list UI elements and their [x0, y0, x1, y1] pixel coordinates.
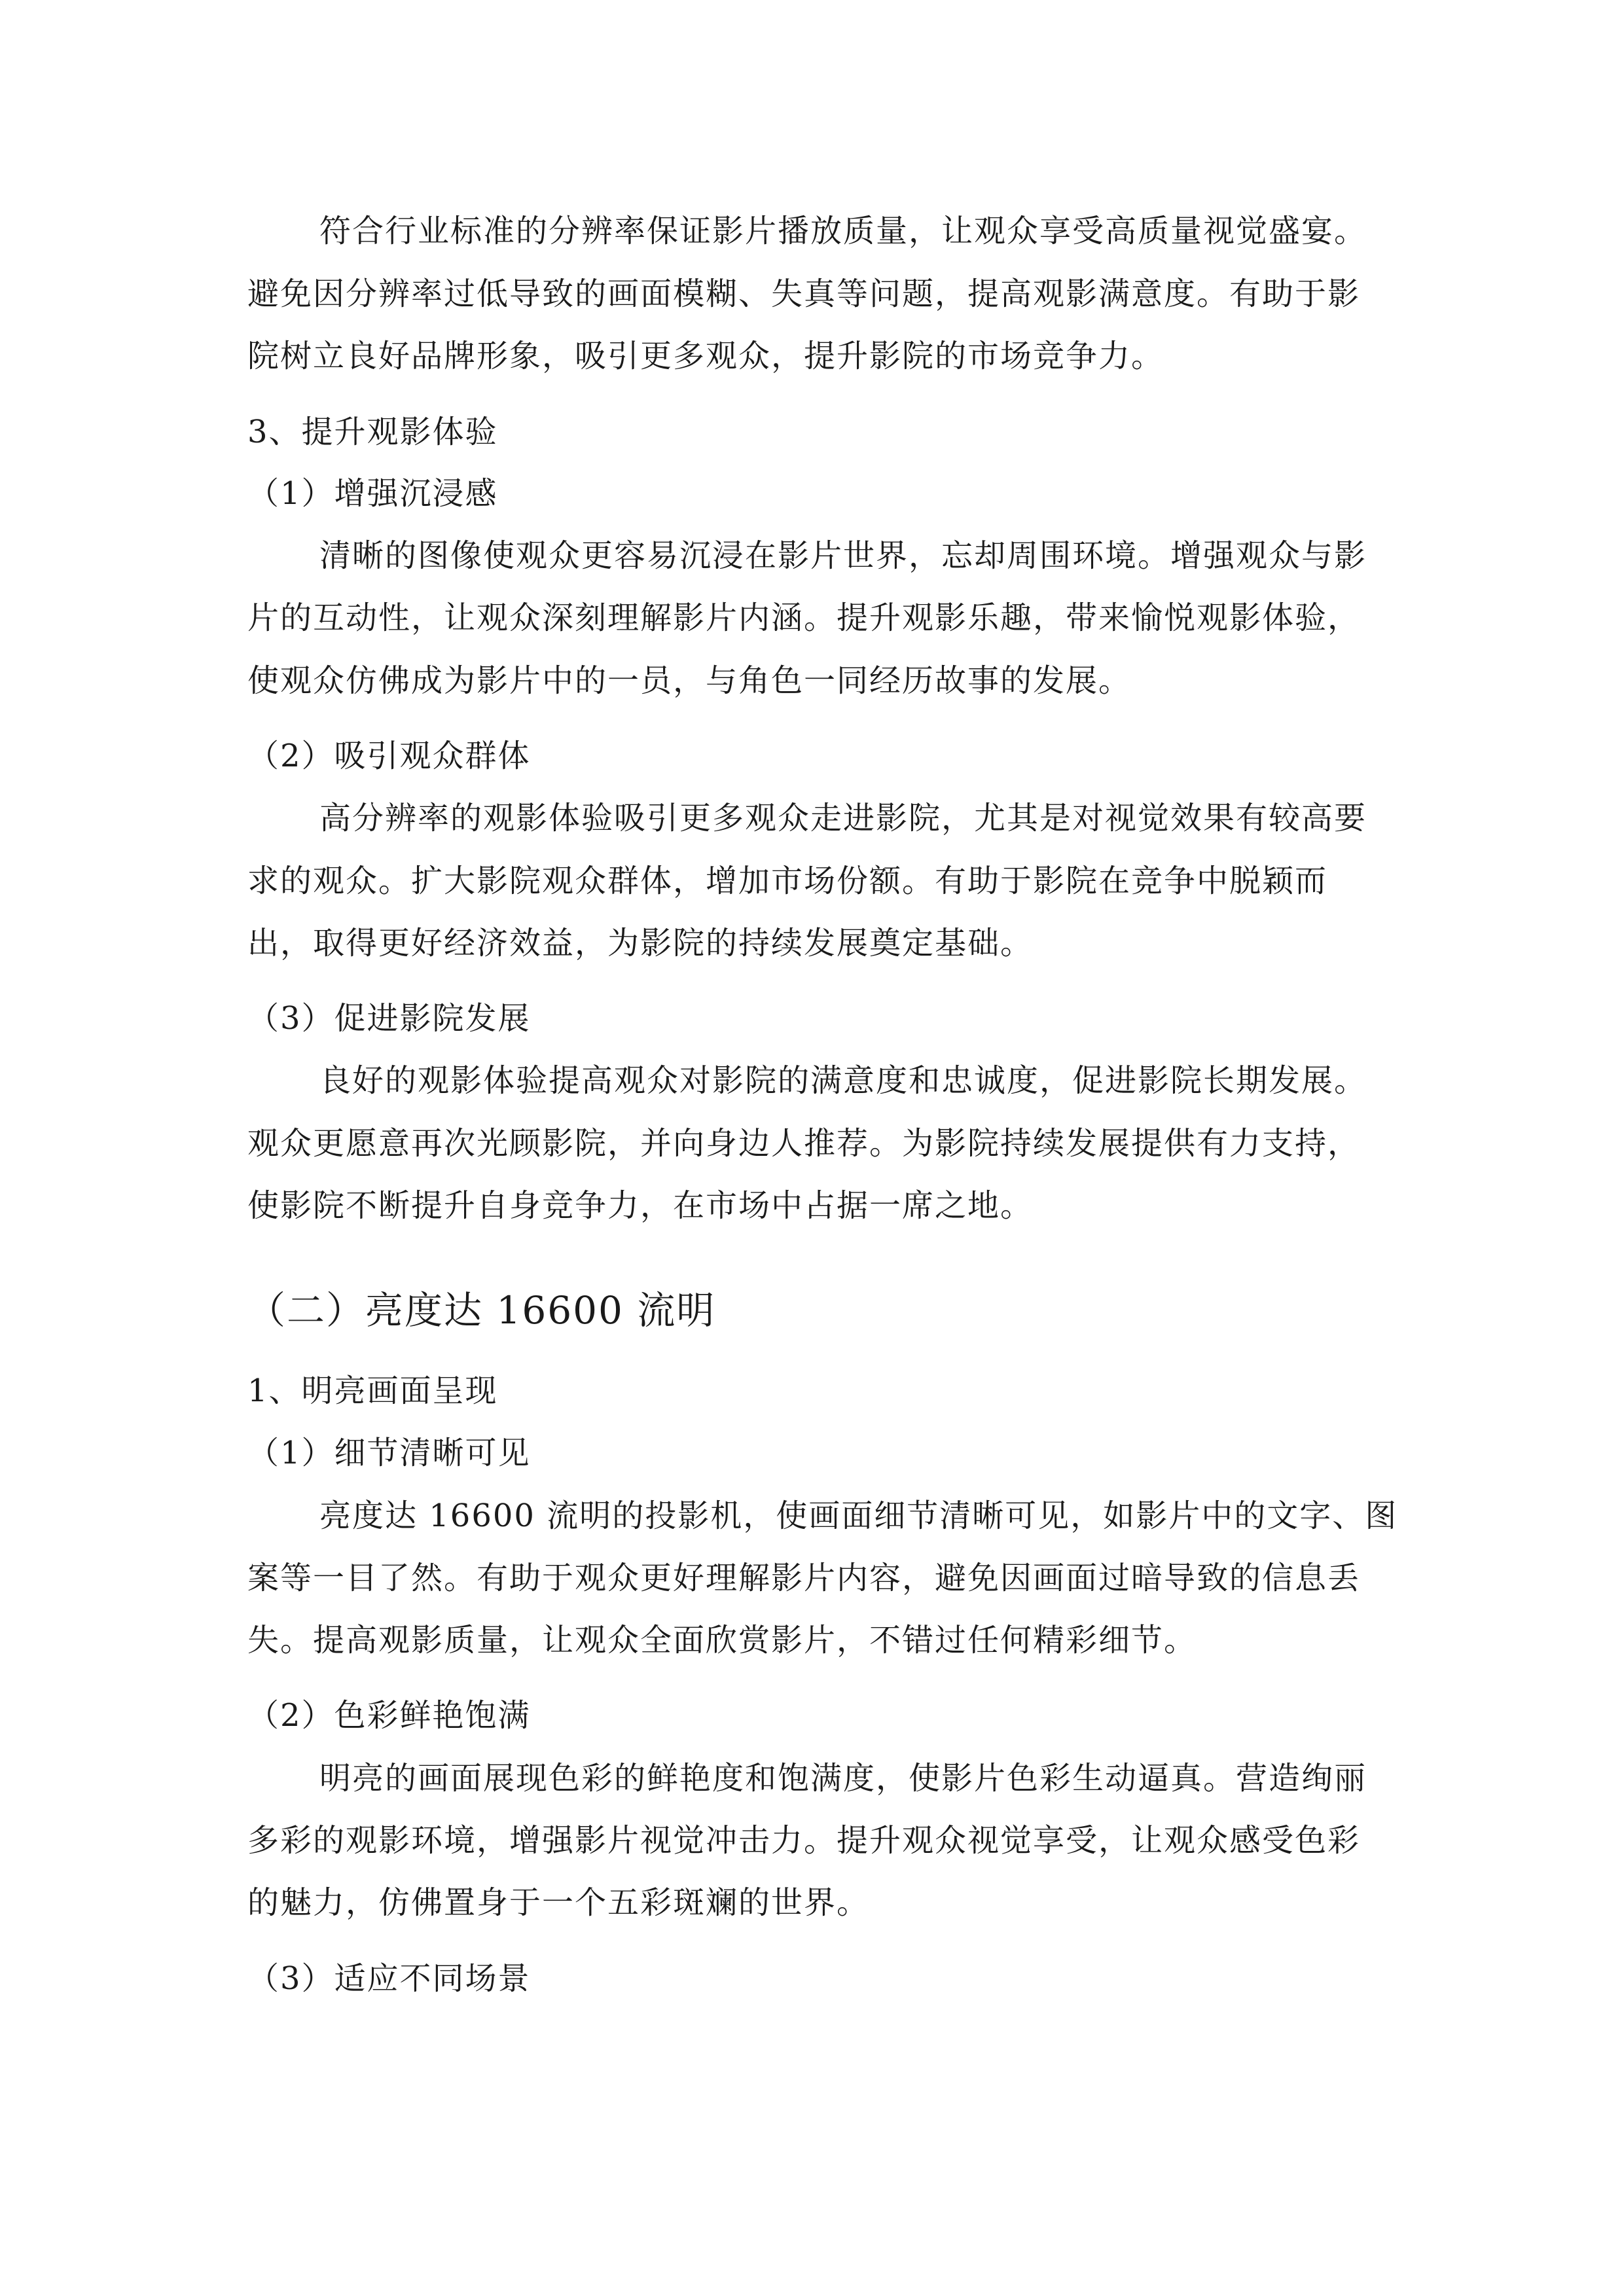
item-heading: （2）吸引观众群体 [247, 738, 531, 774]
item-heading: （3）适应不同场景 [247, 1960, 531, 1997]
item-heading: （1）细节清晰可见 [247, 1435, 531, 1471]
item-heading: （2）色彩鲜艳饱满 [247, 1697, 531, 1734]
paragraph-line: 使观众仿佛成为影片中的一员，与角色一同经历故事的发展。 [247, 662, 1132, 699]
subheading: 3、提升观影体验 [247, 414, 498, 450]
section-heading: （二）亮度达 16600 流明 [247, 1288, 716, 1333]
paragraph-line: 良好的观影体验提高观众对影院的满意度和忠诚度，促进影院长期发展。 [319, 1062, 1367, 1099]
paragraph-line: 案等一目了然。有助于观众更好理解影片内容，避免因画面过暗导致的信息丢 [247, 1560, 1361, 1596]
paragraph-line: 避免因分辨率过低导致的画面模糊、失真等问题，提高观影满意度。有助于影 [247, 276, 1361, 312]
paragraph-line: 观众更愿意再次光顾影院，并向身边人推荐。为影院持续发展提供有力支持， [247, 1125, 1361, 1162]
paragraph-line: 亮度达 16600 流明的投影机，使画面细节清晰可见，如影片中的文字、图 [319, 1498, 1398, 1534]
paragraph-line: 清晰的图像使观众更容易沉浸在影片世界，忘却周围环境。增强观众与影 [319, 537, 1367, 574]
paragraph-line: 求的观众。扩大影院观众群体，增加市场份额。有助于影院在竞争中脱颖而 [247, 863, 1328, 899]
paragraph-line: 使影院不断提升自身竞争力，在市场中占据一席之地。 [247, 1187, 1034, 1224]
paragraph-line: 的魅力，仿佛置身于一个五彩斑斓的世界。 [247, 1884, 870, 1921]
paragraph-line: 符合行业标准的分辨率保证影片播放质量，让观众享受高质量视觉盛宴。 [319, 213, 1367, 249]
paragraph-line: 高分辨率的观影体验吸引更多观众走进影院，尤其是对视觉效果有较高要 [319, 800, 1367, 836]
item-heading: （1）增强沉浸感 [247, 475, 498, 512]
subheading: 1、明亮画面呈现 [247, 1372, 498, 1409]
paragraph-line: 多彩的观影环境，增强影片视觉冲击力。提升观众视觉享受，让观众感受色彩 [247, 1822, 1361, 1859]
item-heading: （3）促进影院发展 [247, 1000, 531, 1037]
paragraph-line: 明亮的画面展现色彩的鲜艳度和饱满度，使影片色彩生动逼真。营造绚丽 [319, 1760, 1367, 1797]
paragraph-line: 出，取得更好经济效益，为影院的持续发展奠定基础。 [247, 925, 1034, 961]
paragraph-line: 片的互动性，让观众深刻理解影片内涵。提升观影乐趣，带来愉悦观影体验， [247, 600, 1361, 636]
paragraph-line: 失。提高观影质量，让观众全面欣赏影片，不错过任何精彩细节。 [247, 1622, 1197, 1659]
paragraph-line: 院树立良好品牌形象，吸引更多观众，提升影院的市场竞争力。 [247, 338, 1164, 374]
